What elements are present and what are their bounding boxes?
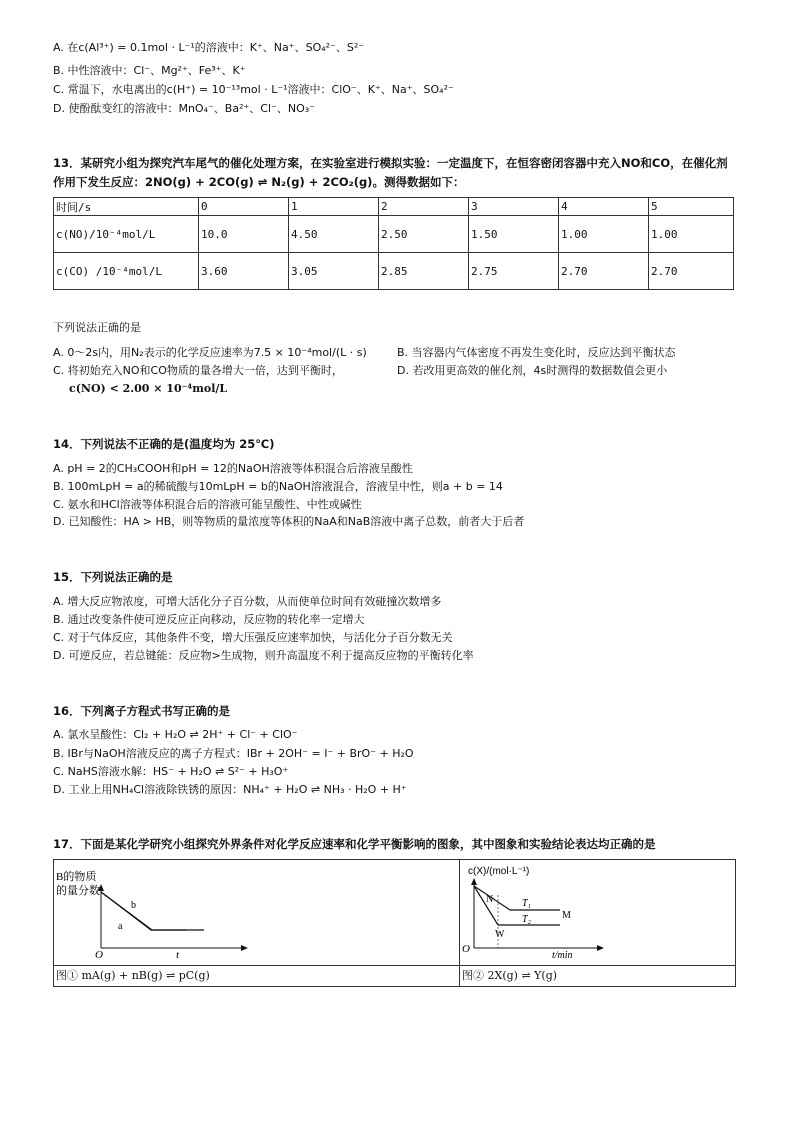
table-cell: 4.50 (289, 216, 379, 253)
table-cell: 10.0 (199, 216, 289, 253)
q16-option-c: C. NaHS溶液水解：HS⁻ + H₂O ⇌ S²⁻ + H₃O⁺ (53, 765, 289, 778)
fig2-xlabel: t/min (552, 950, 573, 961)
q15-option-d: D. 可逆反应，若总键能：反应物>生成物，则升高温度不利于提高反应物的平衡转化率 (53, 649, 474, 662)
table-cell: 2 (379, 198, 469, 216)
table-cell: 1.50 (469, 216, 559, 253)
table-cell: 1.00 (649, 216, 734, 253)
table-cell: 5 (649, 198, 734, 216)
figure-1-caption: 图① mA(g) + nB(g) ⇌ pC(g) (54, 965, 460, 986)
q16-option-d: D. 工业上用NH₄Cl溶液除铁锈的原因：NH₄⁺ + H₂O ⇌ NH₃ · H₂O + H⁺ (53, 783, 407, 796)
x-axis-arrow (241, 945, 248, 951)
fig2-label-t2: T₂ (522, 914, 532, 925)
table-cell: 1 (289, 198, 379, 216)
fig1-label-b: b (131, 900, 136, 911)
q14-option-b: B. 100mLpH = a的稀硫酸与10mLpH = b的NaOH溶液混合，溶液呈中性，则a + b = 14 (53, 480, 503, 493)
x-axis-arrow (597, 945, 604, 951)
fig2-label-m: M (562, 910, 571, 921)
figure-1-graph (54, 860, 459, 965)
fig1-xlabel: t (176, 949, 180, 961)
q13-option-c-line1: C. 将初始充入NO和CO物质的量各增大一倍，达到平衡时， (53, 364, 343, 377)
table-cell: 2.70 (559, 253, 649, 290)
table-cell: 2.70 (649, 253, 734, 290)
fig1-ylabel-2: 的量分数 (56, 885, 100, 897)
q13-option-a: A. 0～2s内，用N₂表示的化学反应速率为7.5 × 10⁻⁴mol/(L · s) (53, 346, 367, 359)
q13-title-line2: 作用下发生反应：2NO(g) + 2CO(g) ⇌ N₂(g) + 2CO₂(g)。测得数据如下： (53, 175, 465, 189)
figure-1 (54, 860, 460, 965)
table-cell: 4 (559, 198, 649, 216)
fig2-ylabel: c(X)/(mol·L⁻¹) (468, 866, 530, 877)
q12-option-d: D. 使酚酞变红的溶液中：MnO₄⁻、Ba²⁺、Cl⁻、NO₃⁻ (53, 102, 315, 115)
q17-figure-table (53, 859, 736, 987)
table-cell: 1.00 (559, 216, 649, 253)
figure-2-graph (460, 860, 735, 965)
q16-title: 16．下列离子方程式书写正确的是 (53, 704, 231, 718)
fig2-origin: O (462, 943, 470, 955)
q12-option-a: A. 在c(Al³⁺) = 0.1mol · L⁻¹的溶液中：K⁺、Na⁺、SO₄²⁻、S²⁻ (53, 41, 365, 54)
q12-option-c: C. 常温下，水电离出的c(H⁺) = 10⁻¹³mol · L⁻¹溶液中：ClO⁻、K⁺、Na⁺、SO₄²⁻ (53, 83, 454, 96)
q13-option-b: B. 当容器内气体密度不再发生变化时，反应达到平衡状态 (397, 346, 676, 359)
table-row (54, 216, 734, 253)
q14-option-c: C. 氨水和HCl溶液等体积混合后的溶液可能呈酸性、中性或碱性 (53, 498, 362, 511)
table-cell: 2.50 (379, 216, 469, 253)
table-cell: 2.75 (469, 253, 559, 290)
figure-2 (460, 860, 735, 965)
fig1-ylabel-1: B的物质 (56, 871, 97, 883)
table-cell: c(NO)/10⁻⁴mol/L (54, 216, 199, 253)
table-row (54, 253, 734, 290)
curve-t2 (474, 886, 560, 925)
table-cell: c(CO) /10⁻⁴mol/L (54, 253, 199, 290)
q13-data-table (53, 197, 734, 290)
fig2-label-n: N (486, 894, 494, 905)
table-cell: 3.60 (199, 253, 289, 290)
q14-title: 14．下列说法不正确的是(温度均为 25℃) (53, 437, 275, 451)
y-axis-arrow (471, 878, 477, 885)
q15-option-b: B. 通过改变条件使可逆反应正向移动，反应物的转化率一定增大 (53, 613, 365, 626)
q14-option-a: A. pH = 2的CH₃COOH和pH = 12的NaOH溶液等体积混合后溶液呈酸性 (53, 462, 413, 475)
table-cell: 2.85 (379, 253, 469, 290)
q15-option-a: A. 增大反应物浓度，可增大活化分子百分数，从而使单位时间有效碰撞次数增多 (53, 595, 442, 608)
q17-title: 17．下面是某化学研究小组探究外界条件对化学反应速率和化学平衡影响的图象，其中图象和实验结论表达均正确的是 (53, 837, 656, 851)
fig1-origin: O (95, 949, 103, 961)
curve-b (101, 892, 204, 930)
table-cell: 时间/s (54, 198, 199, 216)
q15-title: 15．下列说法正确的是 (53, 570, 173, 584)
q12-option-b: B. 中性溶液中：Cl⁻、Mg²⁺、Fe³⁺、K⁺ (53, 64, 246, 77)
q13-stem: 下列说法正确的是 (53, 321, 141, 334)
table-cell: 3 (469, 198, 559, 216)
q13-option-d: D. 若改用更高效的催化剂，4s时测得的数据数值会更小 (397, 364, 668, 377)
fig1-label-a: a (118, 921, 123, 932)
q16-option-b: B. IBr与NaOH溶液反应的离子方程式：IBr + 2OH⁻ = I⁻ + BrO⁻ + H₂O (53, 747, 414, 760)
table-cell: 3.05 (289, 253, 379, 290)
q13-option-c-line2: c(NO) < 2.00 × 10⁻⁴mol/L (69, 382, 228, 395)
fig2-label-t1: T₁ (522, 898, 532, 909)
table-cell: 0 (199, 198, 289, 216)
q15-option-c: C. 对于气体反应，其他条件不变，增大压强反应速率加快，与活化分子百分数无关 (53, 631, 453, 644)
table-header-row (54, 198, 734, 216)
q14-option-d: D. 已知酸性：HA > HB，则等物质的量浓度等体积的NaA和NaB溶液中离子总数，前者大于后者 (53, 515, 525, 528)
q16-option-a: A. 氯水呈酸性：Cl₂ + H₂O ⇌ 2H⁺ + Cl⁻ + ClO⁻ (53, 728, 298, 741)
fig2-label-w: W (495, 929, 505, 940)
q13-title-line1: 13．某研究小组为探究汽车尾气的催化处理方案，在实验室进行模拟实验：一定温度下，在恒容密闭容器中充入NO和CO，在催化剂 (53, 156, 728, 170)
figure-2-caption: 图② 2X(g) ⇌ Y(g) (460, 965, 735, 986)
